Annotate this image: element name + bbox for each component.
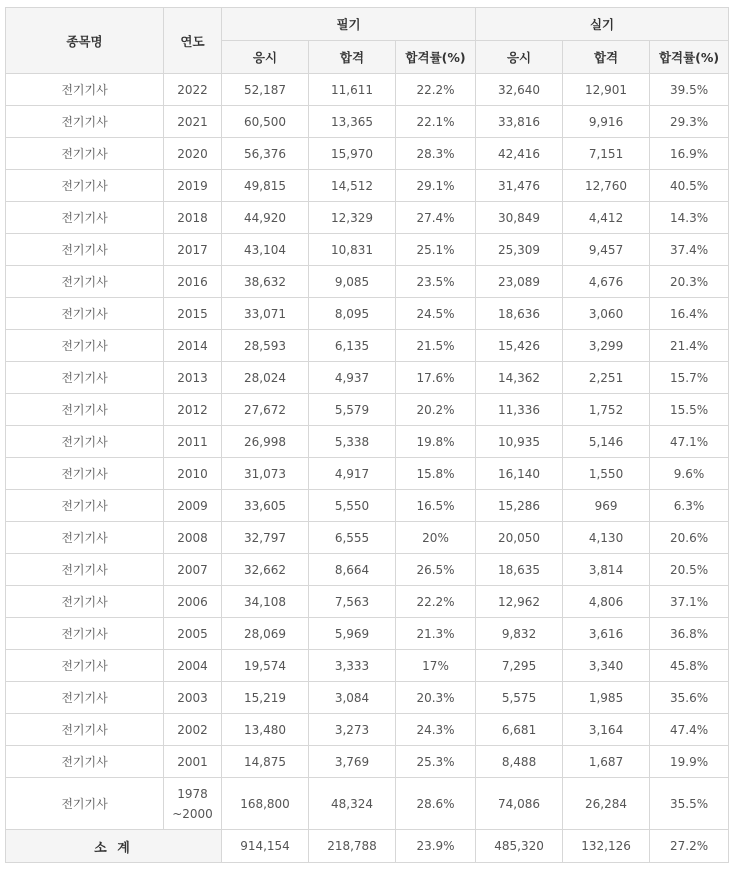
cell-written-rate: 23.5%	[396, 266, 476, 298]
cell-written-rate: 22.2%	[396, 586, 476, 618]
cell-written-rate: 27.4%	[396, 202, 476, 234]
cell-subject: 전기기사	[6, 74, 164, 106]
year-range-start: 1978	[177, 786, 208, 801]
cell-written-passed: 5,579	[309, 394, 396, 426]
cell-practical-rate: 39.5%	[650, 74, 729, 106]
cell-written-applicants: 15,219	[222, 682, 309, 714]
cell-practical-rate: 36.8%	[650, 618, 729, 650]
cell-practical-rate: 14.3%	[650, 202, 729, 234]
cell-practical-passed: 4,412	[563, 202, 650, 234]
total-written-applicants: 914,154	[222, 830, 309, 863]
cell-practical-rate: 37.1%	[650, 586, 729, 618]
cell-practical-applicants: 23,089	[476, 266, 563, 298]
cell-practical-passed: 4,806	[563, 586, 650, 618]
cell-year: 2008	[164, 522, 222, 554]
cell-practical-passed: 12,901	[563, 74, 650, 106]
table-row	[6, 202, 729, 234]
cell-practical-passed: 1,985	[563, 682, 650, 714]
cell-practical-applicants: 33,816	[476, 106, 563, 138]
cell-practical-rate: 20.5%	[650, 554, 729, 586]
cell-practical-passed: 3,616	[563, 618, 650, 650]
cell-practical-applicants: 18,635	[476, 554, 563, 586]
cell-practical-applicants: 74,086	[476, 778, 563, 830]
cell-written-applicants: 56,376	[222, 138, 309, 170]
total-written-passed: 218,788	[309, 830, 396, 863]
cell-written-rate: 28.3%	[396, 138, 476, 170]
table-row	[6, 170, 729, 202]
cell-written-passed: 3,273	[309, 714, 396, 746]
header-written-passed: 합격	[309, 41, 396, 74]
cell-practical-passed: 12,760	[563, 170, 650, 202]
table-row	[6, 490, 729, 522]
cell-year-range	[164, 778, 222, 830]
cell-year: 2004	[164, 650, 222, 682]
table-row	[6, 426, 729, 458]
cell-written-passed: 7,563	[309, 586, 396, 618]
cell-year: 2015	[164, 298, 222, 330]
cell-written-rate: 22.2%	[396, 74, 476, 106]
cell-practical-passed: 969	[563, 490, 650, 522]
cell-written-passed: 13,365	[309, 106, 396, 138]
cell-year: 2016	[164, 266, 222, 298]
cell-year: 2019	[164, 170, 222, 202]
cell-subject: 전기기사	[6, 618, 164, 650]
cell-written-passed: 8,664	[309, 554, 396, 586]
cell-practical-passed: 4,676	[563, 266, 650, 298]
cell-written-passed: 15,970	[309, 138, 396, 170]
cell-year: 2006	[164, 586, 222, 618]
cell-written-applicants: 168,800	[222, 778, 309, 830]
cell-year: 2022	[164, 74, 222, 106]
cell-practical-passed: 3,340	[563, 650, 650, 682]
cell-practical-rate: 47.1%	[650, 426, 729, 458]
cell-written-passed: 12,329	[309, 202, 396, 234]
cell-year: 2021	[164, 106, 222, 138]
cell-practical-applicants: 15,286	[476, 490, 563, 522]
cell-subject: 전기기사	[6, 106, 164, 138]
cell-subject: 전기기사	[6, 458, 164, 490]
header-practical-rate: 합격률(%)	[650, 41, 729, 74]
cell-practical-rate: 35.6%	[650, 682, 729, 714]
total-practical-rate: 27.2%	[650, 830, 729, 863]
cell-written-rate: 26.5%	[396, 554, 476, 586]
cell-written-applicants: 52,187	[222, 74, 309, 106]
cell-practical-passed: 3,060	[563, 298, 650, 330]
cell-practical-applicants: 42,416	[476, 138, 563, 170]
cell-subject: 전기기사	[6, 586, 164, 618]
cell-practical-rate: 20.3%	[650, 266, 729, 298]
header-written: 필기	[222, 8, 476, 41]
cell-written-rate: 24.5%	[396, 298, 476, 330]
cell-practical-rate: 15.7%	[650, 362, 729, 394]
table-row	[6, 714, 729, 746]
cell-practical-passed: 9,457	[563, 234, 650, 266]
cell-practical-rate: 45.8%	[650, 650, 729, 682]
cell-practical-passed: 5,146	[563, 426, 650, 458]
cell-practical-applicants: 5,575	[476, 682, 563, 714]
cell-practical-applicants: 16,140	[476, 458, 563, 490]
cell-subject: 전기기사	[6, 298, 164, 330]
cell-year: 2014	[164, 330, 222, 362]
total-practical-applicants: 485,320	[476, 830, 563, 863]
cell-written-passed: 3,769	[309, 746, 396, 778]
cell-practical-applicants: 31,476	[476, 170, 563, 202]
table-row	[6, 650, 729, 682]
cell-practical-applicants: 7,295	[476, 650, 563, 682]
cell-written-passed: 9,085	[309, 266, 396, 298]
cell-written-rate: 19.8%	[396, 426, 476, 458]
cell-written-passed: 10,831	[309, 234, 396, 266]
table-row	[6, 266, 729, 298]
cell-practical-passed: 26,284	[563, 778, 650, 830]
cell-subject: 전기기사	[6, 490, 164, 522]
cell-written-applicants: 33,071	[222, 298, 309, 330]
header-practical-applicants: 응시	[476, 41, 563, 74]
cell-practical-passed: 4,130	[563, 522, 650, 554]
cell-written-applicants: 28,024	[222, 362, 309, 394]
table-row	[6, 682, 729, 714]
cell-practical-applicants: 20,050	[476, 522, 563, 554]
cell-written-passed: 8,095	[309, 298, 396, 330]
cell-subject: 전기기사	[6, 170, 164, 202]
cell-written-applicants: 44,920	[222, 202, 309, 234]
pass-rate-table	[5, 7, 729, 863]
cell-subject: 전기기사	[6, 202, 164, 234]
cell-year: 2003	[164, 682, 222, 714]
cell-practical-passed: 3,299	[563, 330, 650, 362]
cell-year: 2007	[164, 554, 222, 586]
cell-written-applicants: 32,797	[222, 522, 309, 554]
cell-practical-rate: 40.5%	[650, 170, 729, 202]
cell-written-rate: 22.1%	[396, 106, 476, 138]
cell-practical-applicants: 11,336	[476, 394, 563, 426]
cell-written-rate: 21.5%	[396, 330, 476, 362]
header-practical-passed: 합격	[563, 41, 650, 74]
cell-practical-passed: 1,687	[563, 746, 650, 778]
cell-written-applicants: 26,998	[222, 426, 309, 458]
cell-written-applicants: 27,672	[222, 394, 309, 426]
cell-written-rate: 16.5%	[396, 490, 476, 522]
cell-subject: 전기기사	[6, 522, 164, 554]
cell-practical-rate: 19.9%	[650, 746, 729, 778]
cell-written-passed: 3,333	[309, 650, 396, 682]
cell-written-applicants: 28,069	[222, 618, 309, 650]
cell-written-rate: 28.6%	[396, 778, 476, 830]
table-row-total	[6, 830, 729, 863]
table-row	[6, 394, 729, 426]
cell-practical-passed: 3,814	[563, 554, 650, 586]
cell-written-passed: 11,611	[309, 74, 396, 106]
cell-practical-rate: 9.6%	[650, 458, 729, 490]
cell-written-rate: 25.3%	[396, 746, 476, 778]
cell-practical-passed: 7,151	[563, 138, 650, 170]
cell-practical-passed: 1,550	[563, 458, 650, 490]
header-written-applicants: 응시	[222, 41, 309, 74]
table-row-range	[6, 778, 729, 830]
table-row	[6, 458, 729, 490]
cell-practical-rate: 29.3%	[650, 106, 729, 138]
table-row	[6, 362, 729, 394]
cell-written-passed: 4,917	[309, 458, 396, 490]
cell-written-rate: 15.8%	[396, 458, 476, 490]
table-row	[6, 298, 729, 330]
cell-practical-rate: 15.5%	[650, 394, 729, 426]
cell-written-applicants: 19,574	[222, 650, 309, 682]
table-row	[6, 330, 729, 362]
cell-subject: 전기기사	[6, 746, 164, 778]
cell-practical-applicants: 32,640	[476, 74, 563, 106]
cell-practical-applicants: 12,962	[476, 586, 563, 618]
cell-written-rate: 17%	[396, 650, 476, 682]
cell-practical-rate: 35.5%	[650, 778, 729, 830]
cell-written-rate: 20.3%	[396, 682, 476, 714]
cell-subject: 전기기사	[6, 394, 164, 426]
cell-written-applicants: 38,632	[222, 266, 309, 298]
cell-practical-passed: 9,916	[563, 106, 650, 138]
cell-subject: 전기기사	[6, 138, 164, 170]
cell-subject: 전기기사	[6, 714, 164, 746]
cell-year: 2010	[164, 458, 222, 490]
table-body	[6, 74, 729, 830]
cell-practical-applicants: 14,362	[476, 362, 563, 394]
total-label: 소 계	[6, 830, 222, 863]
cell-subject: 전기기사	[6, 426, 164, 458]
cell-year: 2001	[164, 746, 222, 778]
cell-written-applicants: 60,500	[222, 106, 309, 138]
cell-subject: 전기기사	[6, 682, 164, 714]
cell-practical-passed: 1,752	[563, 394, 650, 426]
cell-written-applicants: 28,593	[222, 330, 309, 362]
cell-practical-passed: 2,251	[563, 362, 650, 394]
cell-subject: 전기기사	[6, 234, 164, 266]
cell-written-passed: 6,135	[309, 330, 396, 362]
cell-written-applicants: 34,108	[222, 586, 309, 618]
header-written-rate: 합격률(%)	[396, 41, 476, 74]
cell-written-rate: 29.1%	[396, 170, 476, 202]
cell-written-passed: 5,550	[309, 490, 396, 522]
year-range-end: ~2000	[172, 806, 213, 821]
cell-practical-rate: 16.9%	[650, 138, 729, 170]
cell-written-passed: 3,084	[309, 682, 396, 714]
table-row	[6, 234, 729, 266]
cell-subject: 전기기사	[6, 330, 164, 362]
cell-written-passed: 14,512	[309, 170, 396, 202]
header-subject: 종목명	[6, 8, 164, 74]
cell-practical-rate: 47.4%	[650, 714, 729, 746]
cell-written-rate: 17.6%	[396, 362, 476, 394]
table-row	[6, 554, 729, 586]
cell-written-rate: 24.3%	[396, 714, 476, 746]
cell-written-rate: 20%	[396, 522, 476, 554]
cell-practical-applicants: 9,832	[476, 618, 563, 650]
cell-subject: 전기기사	[6, 650, 164, 682]
cell-practical-applicants: 10,935	[476, 426, 563, 458]
header-practical: 실기	[476, 8, 729, 41]
cell-year: 2011	[164, 426, 222, 458]
cell-written-passed: 6,555	[309, 522, 396, 554]
cell-practical-applicants: 8,488	[476, 746, 563, 778]
cell-written-applicants: 31,073	[222, 458, 309, 490]
cell-practical-rate: 20.6%	[650, 522, 729, 554]
cell-written-applicants: 14,875	[222, 746, 309, 778]
cell-year: 2002	[164, 714, 222, 746]
cell-subject: 전기기사	[6, 554, 164, 586]
cell-written-passed: 48,324	[309, 778, 396, 830]
cell-practical-applicants: 15,426	[476, 330, 563, 362]
cell-written-applicants: 33,605	[222, 490, 309, 522]
total-written-rate: 23.9%	[396, 830, 476, 863]
cell-year: 2020	[164, 138, 222, 170]
table-row	[6, 586, 729, 618]
table-row	[6, 74, 729, 106]
cell-written-passed: 4,937	[309, 362, 396, 394]
cell-written-rate: 25.1%	[396, 234, 476, 266]
cell-practical-rate: 16.4%	[650, 298, 729, 330]
cell-practical-passed: 3,164	[563, 714, 650, 746]
cell-practical-rate: 37.4%	[650, 234, 729, 266]
table-row	[6, 138, 729, 170]
cell-practical-applicants: 18,636	[476, 298, 563, 330]
cell-practical-rate: 6.3%	[650, 490, 729, 522]
cell-subject: 전기기사	[6, 362, 164, 394]
cell-practical-applicants: 30,849	[476, 202, 563, 234]
cell-practical-applicants: 25,309	[476, 234, 563, 266]
cell-year: 2013	[164, 362, 222, 394]
cell-written-applicants: 13,480	[222, 714, 309, 746]
cell-written-applicants: 49,815	[222, 170, 309, 202]
cell-practical-rate: 21.4%	[650, 330, 729, 362]
table-row	[6, 618, 729, 650]
cell-written-passed: 5,969	[309, 618, 396, 650]
cell-year: 2005	[164, 618, 222, 650]
table-row	[6, 746, 729, 778]
cell-subject: 전기기사	[6, 778, 164, 830]
cell-year: 2018	[164, 202, 222, 234]
cell-written-rate: 20.2%	[396, 394, 476, 426]
cell-written-applicants: 32,662	[222, 554, 309, 586]
header-year: 연도	[164, 8, 222, 74]
table-row	[6, 106, 729, 138]
cell-written-rate: 21.3%	[396, 618, 476, 650]
table-row	[6, 522, 729, 554]
cell-year: 2017	[164, 234, 222, 266]
cell-year: 2012	[164, 394, 222, 426]
cell-year: 2009	[164, 490, 222, 522]
cell-subject: 전기기사	[6, 266, 164, 298]
cell-practical-applicants: 6,681	[476, 714, 563, 746]
cell-written-applicants: 43,104	[222, 234, 309, 266]
cell-written-passed: 5,338	[309, 426, 396, 458]
total-practical-passed: 132,126	[563, 830, 650, 863]
